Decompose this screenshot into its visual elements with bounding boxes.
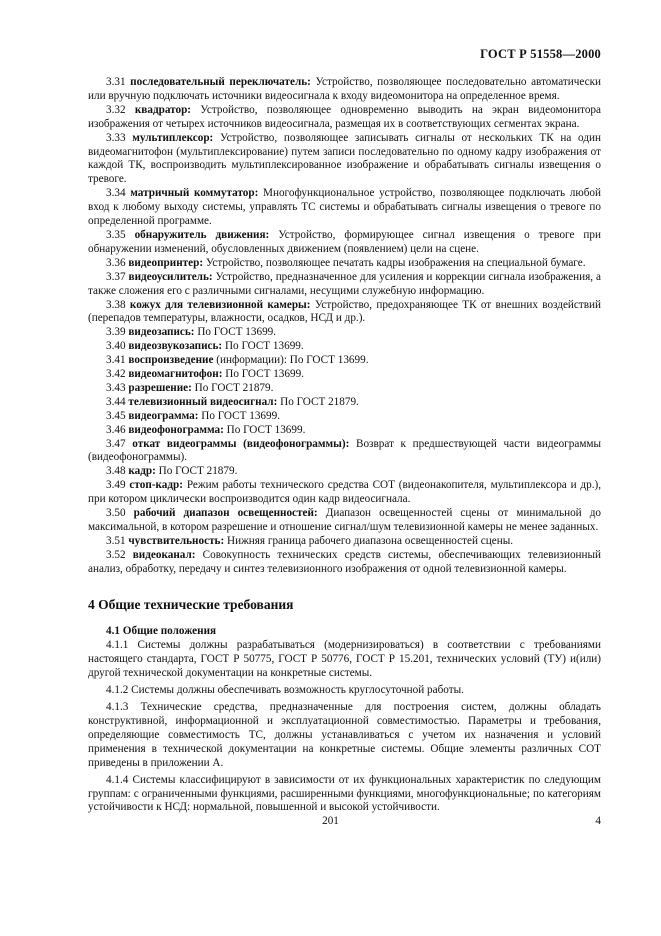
definition-item [88, 507, 601, 535]
definition-item [88, 257, 601, 271]
definition-text: Устройство, позволяющее последовательно автоматически или вручную подключать источники видеосигнала к входу видеомонитора на определенное время. [88, 76, 602, 102]
definition-text: По ГОСТ 13699. [222, 340, 304, 353]
definition-number: 3.31 [106, 76, 126, 88]
definition-text: По ГОСТ 13699. [198, 409, 280, 422]
definition-text: Нижняя граница рабочего диапазона освещенностей сцены. [224, 534, 514, 547]
definition-item [88, 104, 601, 132]
definition-text: По ГОСТ 21879. [191, 381, 274, 394]
definition-number: 3.42 [106, 368, 126, 381]
definition-term: квадратор: [134, 103, 192, 116]
page-content [88, 76, 601, 818]
page-number-right: 4 [595, 815, 601, 827]
definition-term: видеофонограмма: [128, 423, 224, 436]
definition-item [88, 354, 601, 368]
definition-term: матричный коммутатор: [130, 187, 259, 200]
definition-text: Устройство, предохраняющее ТК от внешних воздействий (перепадов температуры, влажности, осадков, НСД и др.). [88, 298, 602, 325]
definition-term: видеозвукозапись: [128, 340, 223, 353]
definition-text: Возврат к предшествующей части видеограммы (видеофонограммы). [88, 437, 601, 464]
definition-item [88, 340, 601, 354]
definition-number: 3.36 [106, 256, 126, 269]
definition-item [88, 410, 601, 424]
definition-text: Устройство, предназначенное для усиления и коррекции сигнала изображения, а также сложения его с различными сигналами, несущими служебную информацию. [88, 270, 602, 297]
definition-number: 3.50 [106, 507, 126, 520]
definition-term: видеозапись: [128, 326, 195, 339]
definition-term: кадр: [128, 465, 156, 478]
definition-term: обнаружитель движения: [134, 228, 270, 241]
definition-item [88, 271, 601, 299]
definition-number: 3.32 [106, 103, 126, 116]
definition-item [88, 76, 601, 104]
definition-item [88, 132, 601, 188]
definition-term: видеоканал: [132, 548, 196, 561]
subsection-title: 4.1 Общие положения [106, 624, 217, 637]
definition-number: 3.35 [106, 228, 126, 241]
definition-item [88, 187, 601, 229]
definition-number: 3.33 [106, 131, 126, 144]
definition-number: 3.51 [106, 534, 126, 547]
definition-number: 3.52 [106, 548, 126, 561]
definition-term: последовательный переключатель: [130, 76, 311, 88]
definition-text: По ГОСТ 13699. [222, 368, 304, 381]
definition-text: Многофункциональное устройство, позволяющее подключать любой вход к любому выходу системы, управлять ТС системы и обрабатывать сигналы извещения о тревоге по определенной программе. [88, 187, 601, 228]
definition-item [88, 382, 601, 396]
paragraph-4-1-4: 4.1.4 Системы классифицируют в зависимости от их функциональных характеристик по следующим группам: с ограниченными функциями, расширенными функциями, многофункциональные; по категориям устойчивости к НСД: нормальной, повышенной и высокой устойчивости. [88, 773, 601, 814]
definition-text: Диапазон освещенностей сцены от минимальной до максимальной, в котором разрешение и отношение сигнал/шум телевизионной камеры не менее заданных. [88, 507, 602, 533]
definition-term: откат видеограммы (видеофонограммы): [132, 437, 350, 450]
definition-text: По ГОСТ 21879. [155, 465, 238, 478]
page-number-center: 201 [322, 815, 339, 827]
definition-number: 3.43 [106, 381, 126, 394]
paragraph-4-1-3: 4.1.3 Технические средства, предназначенные для построения систем, должны обладать конструктивной, информационной и эксплуатационной совместимостью. Параметры и требования, определяющие совместимость ТС, должны устанавливаться с учетом их назначения и условий применения в технической документации на конкретные системы. Общие элементы различных СОТ приведены в приложении А. [88, 701, 601, 769]
definition-text: (информации): По ГОСТ 13699. [213, 354, 369, 367]
definition-text: По ГОСТ 13699. [194, 326, 277, 339]
definition-item [88, 368, 601, 382]
definition-number: 3.34 [106, 187, 126, 200]
definition-text: Устройство, позволяющее одновременно выводить на экран видеомонитора изображения от четырех источников видеосигнала, размещая их в соответствующих сегментах экрана. [88, 103, 601, 130]
definition-item [88, 479, 601, 507]
definition-item [88, 549, 601, 577]
definition-number: 3.37 [106, 270, 126, 283]
definition-number: 3.47 [106, 437, 126, 450]
definition-text: Совокупность технических средств системы, обеспечивающих телевизионный анализ, обработку, передачу и синтез телевизионного изображения от одной телевизионной камеры. [88, 548, 602, 575]
definition-number: 3.40 [106, 340, 126, 353]
definition-number: 3.44 [106, 395, 126, 408]
section-title: 4 Общие технические требования [88, 596, 294, 612]
definition-term: воспроизведение [128, 354, 214, 367]
definition-text: Режим работы технического средства СОТ (видеонакопителя, мультиплексора и др.), при котором циклически воспроизводится один кадр видеосигнала. [88, 479, 602, 506]
definition-item [88, 299, 601, 327]
definition-number: 3.39 [106, 326, 126, 339]
definition-term: кожух для телевизионной камеры: [129, 298, 311, 311]
definition-term: видеопринтер: [128, 256, 204, 269]
definition-item [88, 535, 601, 549]
definition-item [88, 465, 601, 479]
definition-term: рабочий диапазон освещенностей: [133, 507, 318, 520]
definition-term: телевизионный видеосигнал: [128, 395, 278, 408]
definition-term: видеомагнитофон: [128, 368, 223, 381]
definition-item [88, 326, 601, 340]
definition-term: мультиплексор: [132, 131, 214, 144]
definition-text: Устройство, позволяющее записывать сигналы от нескольких ТК на один видеомагнитофон (мультиплексирование) путем записи последовательно по одному кадру изображения от каждой ТК, воспроизводить мультиплексированное изображение и обрабатывать сигналы извещения о тревоге. [88, 131, 601, 186]
definition-text: По ГОСТ 13699. [223, 423, 306, 436]
definition-term: стоп-кадр: [129, 479, 183, 492]
definition-term: чувствительность: [128, 534, 225, 547]
definition-text: Устройство, позволяющее печатать кадры изображения на специальной бумаге. [203, 256, 586, 269]
definition-item [88, 424, 601, 438]
definition-text: Устройство, формирующее сигнал извещения о тревоге при обнаружении изменений, обусловленных движением (появлением) цели на сцене. [88, 228, 601, 255]
definition-number: 3.41 [106, 354, 126, 367]
standard-header: ГОСТ Р 51558—2000 [480, 47, 601, 61]
definition-term: видеограмма: [128, 409, 199, 422]
paragraph-4-1-1: 4.1.1 Системы должны разрабатываться (модернизироваться) в соответствии с требованиями настоящего стандарта, ГОСТ Р 50775, ГОСТ Р 50776, ГОСТ Р 15.201, технических условий (ТУ) и(или) другой технической документации на конкретные системы. [88, 639, 601, 680]
paragraph-4-1-2: 4.1.2 Системы должны обеспечивать возможность круглосуточной работы. [106, 684, 464, 697]
definition-term: разрешение: [128, 381, 192, 394]
definition-item [88, 438, 601, 466]
definition-number: 3.49 [106, 479, 126, 492]
definition-term: видеоусилитель: [128, 270, 213, 283]
definition-text: По ГОСТ 21879. [277, 395, 359, 408]
definition-item [88, 396, 601, 410]
definition-number: 3.45 [106, 409, 126, 422]
definition-number: 3.46 [106, 423, 126, 436]
definition-number: 3.48 [106, 465, 126, 478]
definition-number: 3.38 [106, 298, 126, 311]
definition-item [88, 229, 601, 257]
definitions-list [88, 76, 601, 577]
